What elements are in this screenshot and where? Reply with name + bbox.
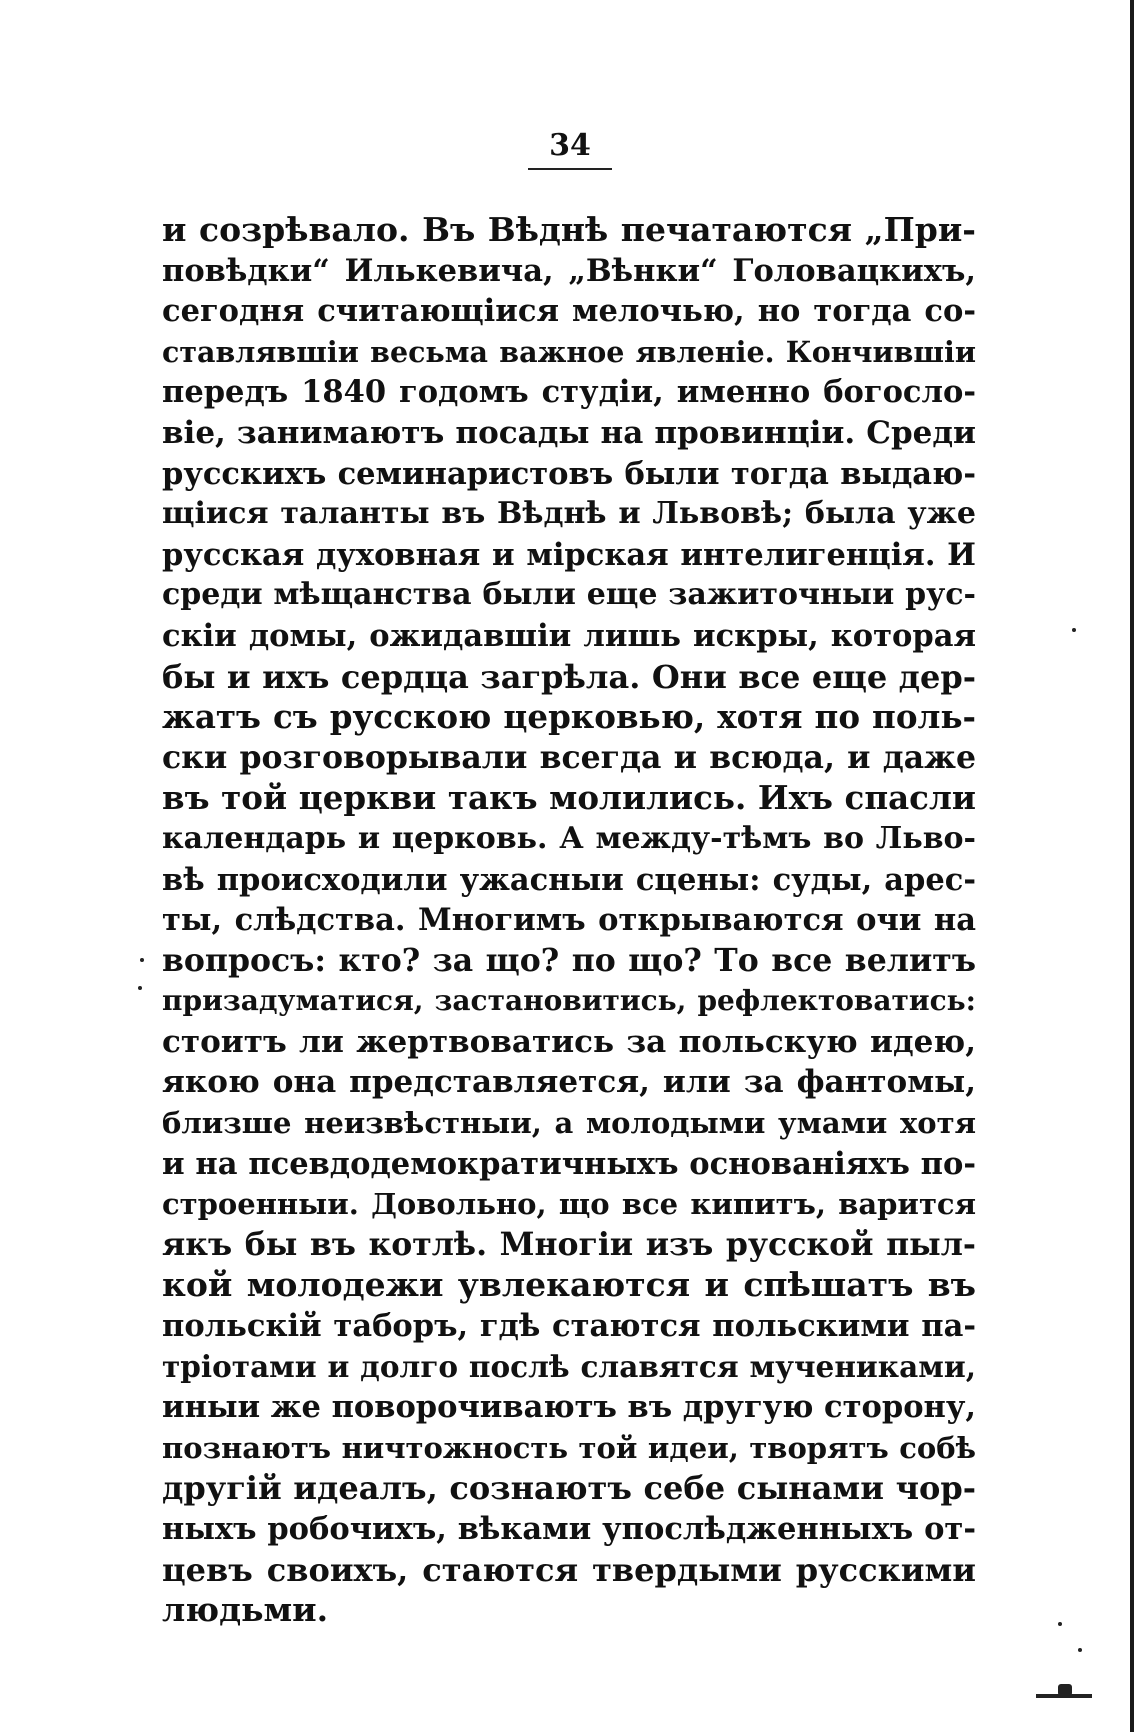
scan-speck [140,958,144,962]
text-line: познаютъ ничтожность той идеи, творятъ собѣ [162,1430,976,1465]
body-text [162,210,976,1631]
text-line: якою она представляется, или за фантомы, [162,1064,976,1101]
text-line: ныхъ робочихъ, вѣками упослѣдженныхъ от- [162,1511,976,1547]
text-line: близше неизвѣстныи, а молодыми умами хотя [162,1106,976,1141]
scan-speck [138,986,142,990]
text-line: и на псевдодемократичныхъ основаніяхъ по- [162,1145,976,1182]
text-line: бы и ихъ сердца загрѣла. Они все еще дер- [162,657,976,696]
page-number-rule [528,168,612,170]
text-line: повѣдки“ Илькевича, „Вѣнки“ Головацкихъ, [162,252,976,289]
text-line: кой молодежи увлекаются и спѣшатъ въ [162,1265,976,1305]
text-line: ставлявшіи весьма важное явленіе. Кончившіи [162,334,976,369]
scan-speck [1058,1622,1062,1626]
scan-speck [1078,1648,1082,1652]
text-line: людьми. [162,1590,329,1630]
text-line: ты, слѣдства. Многимъ открываются очи на [162,902,976,939]
text-line: жатъ съ русскою церковью, хотя по поль- [162,697,976,737]
scan-corner-blot [1058,1684,1072,1696]
scan-speck [1072,628,1076,632]
text-line: цевъ своихъ, стаются твердыми русскими [162,1550,976,1589]
text-line: русская духовная и мірская интелигенція. И [162,536,976,573]
text-line: передъ 1840 годомъ студіи, именно богосло- [162,374,976,411]
text-line: призадуматися, застановитись, рефлектоватись: [162,984,976,1018]
text-line: въ той церкви такъ молились. Ихъ спасли [162,778,976,818]
text-line: вопросъ: кто? за що? по що? То все велитъ [162,941,976,979]
text-line: стоитъ ли жертвоватись за польскую идею, [162,1023,976,1060]
text-line: ски розговорывали всегда и всюда, и даже [162,738,976,776]
text-line: тріотами и долго послѣ славятся мучениками, [162,1348,976,1384]
text-line: календарь и церковь. А между-тѣмъ во Льво- [162,820,976,856]
text-line: строенныи. Довольно, що все кипитъ, варится [162,1187,976,1222]
page-number: 34 [549,128,591,163]
text-line: якъ бы въ котлѣ. Многіи изъ русской пыл- [162,1225,976,1263]
text-line: польскій таборъ, гдѣ стаются польскими па- [162,1308,976,1345]
text-line: другій идеалъ, сознаютъ себе сынами чор- [162,1469,976,1508]
text-line: скіи домы, ожидавшіи лишь искры, которая [162,617,976,654]
scan-edge-line [1130,0,1134,1732]
text-line: русскихъ семинаристовъ были тогда выдаю- [162,455,976,492]
text-line: сегодня считающіися мелочью, но тогда со- [162,293,976,330]
text-line: иныи же поворочиваютъ въ другую сторону, [162,1389,976,1426]
text-line: среди мѣщанства были еще зажиточныи рус- [162,577,976,613]
text-line: вѣ происходили ужасныи сцены: суды, арес- [162,861,976,898]
text-line: віе, занимаютъ посады на провинціи. Среди [162,414,976,451]
text-line: щіися таланты въ Вѣднѣ и Львовѣ; была уже [162,496,976,532]
text-line: и созрѣвало. Въ Вѣднѣ печатаются „При- [162,210,976,249]
